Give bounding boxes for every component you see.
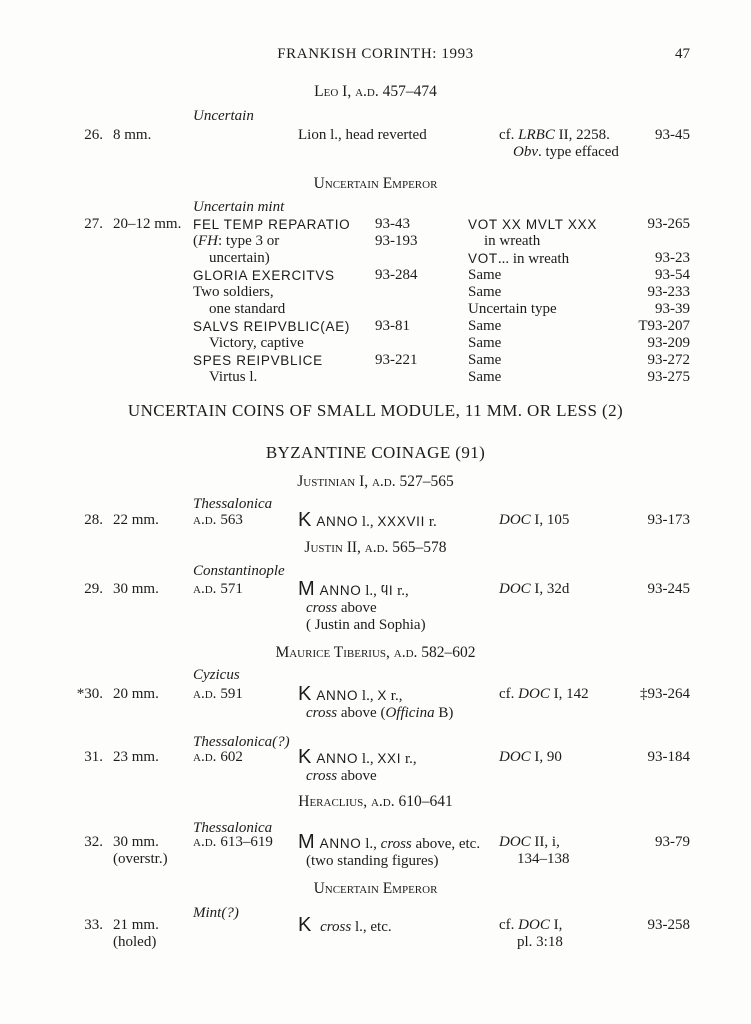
catalog-number: 93-209 xyxy=(647,335,690,351)
obverse-note: uncertain) xyxy=(209,250,270,266)
obverse-line: K ANNO l., XXI r., xyxy=(298,746,417,768)
entry-date: a.d. 591 xyxy=(193,686,243,702)
entry-number: 32. xyxy=(84,834,103,850)
mint-label: Uncertain xyxy=(193,108,254,124)
entry-size: 20 mm. xyxy=(113,686,159,702)
entry-number: 26. xyxy=(84,127,103,143)
entry-size-note: (holed) xyxy=(113,934,157,950)
entry-size-note: (overstr.) xyxy=(113,851,168,867)
obverse-description xyxy=(298,746,508,785)
ruler-heading-leo: Leo I, a.d. 457–474 xyxy=(314,83,437,100)
obverse-note: one standard xyxy=(209,301,286,317)
table-row xyxy=(193,233,690,250)
section-heading-uncertain-emperor: Uncertain Emperor xyxy=(313,880,438,897)
table-row xyxy=(193,284,690,301)
obverse-description: K ANNO l., XXXVII r. xyxy=(298,509,437,531)
ruler-heading-justinian: Justinian I, a.d. 527–565 xyxy=(297,473,454,490)
entry-28 xyxy=(0,509,751,536)
entry-26 xyxy=(0,127,751,167)
catalog-number: 93-45 xyxy=(655,127,690,143)
reference: cf. DOC I, 142 xyxy=(499,686,589,702)
catalog-number: 93-275 xyxy=(647,369,690,385)
table-row xyxy=(193,369,690,386)
mint-label: Uncertain mint xyxy=(193,199,285,215)
catalog-number: 93-258 xyxy=(647,917,690,933)
mint-label: Cyzicus xyxy=(193,667,240,683)
reference-line: cf. DOC I, xyxy=(499,917,563,933)
reverse-legend: VOT... in wreath xyxy=(468,251,570,267)
catalog-number: 93-39 xyxy=(655,301,690,317)
obverse-note: Two soldiers, xyxy=(193,284,274,300)
entry-31 xyxy=(0,746,751,789)
reverse-note: Uncertain type xyxy=(468,301,557,317)
reference: DOC I, 90 xyxy=(499,749,562,765)
entry-number: 29. xyxy=(84,581,103,597)
catalog-number: 93-221 xyxy=(375,352,418,368)
obverse-line: M ANNO l., ϥI r., xyxy=(298,578,409,600)
entry-date: a.d. 571 xyxy=(193,581,243,597)
table-row xyxy=(193,267,690,284)
entry-size: 22 mm. xyxy=(113,512,159,528)
catalog-number: 93-272 xyxy=(647,352,690,368)
entry-size: 23 mm. xyxy=(113,749,159,765)
entry-27 xyxy=(0,216,751,388)
catalog-number: 93-23 xyxy=(655,250,690,266)
obverse-line: cross above xyxy=(306,600,377,616)
running-head: FRANKISH CORINTH: 1993 xyxy=(277,46,474,62)
ruler-heading-heraclius: Heraclius, a.d. 610–641 xyxy=(298,793,453,810)
obverse-note: Victory, captive xyxy=(209,335,304,351)
obverse-note: (FH: type 3 or xyxy=(193,233,280,249)
reference: DOC I, 105 xyxy=(499,512,570,528)
catalog-number: 93-184 xyxy=(647,749,690,765)
entry-size-line: 30 mm. xyxy=(113,834,159,850)
entry-size: 8 mm. xyxy=(113,127,152,143)
entry-date: a.d. 563 xyxy=(193,512,243,528)
mint-label: Mint(?) xyxy=(193,905,239,921)
ruler-heading-justin: Justin II, a.d. 565–578 xyxy=(304,539,447,556)
table-row xyxy=(193,216,690,233)
reverse-note: Same xyxy=(468,352,502,368)
entry-size: 20–12 mm. xyxy=(113,216,182,232)
entry-32 xyxy=(0,831,751,874)
reference-line: DOC II, i, xyxy=(499,834,560,850)
obverse-line: ( Justin and Sophia) xyxy=(306,617,426,633)
section-heading-uncertain-emperor: Uncertain Emperor xyxy=(313,175,438,192)
catalog-number: 93-245 xyxy=(647,581,690,597)
entry-size xyxy=(113,917,203,951)
reverse-note: in wreath xyxy=(484,233,541,249)
reverse-note: Same xyxy=(468,318,502,334)
table-row xyxy=(193,301,690,318)
obverse-description: Lion l., head reverted xyxy=(298,127,427,143)
obverse-legend: FEL TEMP REPARATIO xyxy=(193,217,351,232)
section-heading-byzantine: BYZANTINE COINAGE (91) xyxy=(265,443,486,462)
catalog-number: 93-54 xyxy=(655,267,690,283)
obverse-note: Virtus l. xyxy=(209,369,258,385)
reverse-note: Same xyxy=(468,369,502,385)
entry-size: 30 mm. xyxy=(113,581,159,597)
reverse-legend: VOT XX MVLT XXX xyxy=(468,217,598,232)
catalog-number: ‡93-264 xyxy=(640,686,690,702)
catalog-number: 93-233 xyxy=(647,284,690,300)
entry-29 xyxy=(0,578,751,637)
table-row xyxy=(193,352,690,369)
entry-date: a.d. 602 xyxy=(193,749,243,765)
entry-number: 31. xyxy=(84,749,103,765)
entry-number: 27. xyxy=(84,216,103,232)
obverse-line: cross above (Officina B) xyxy=(306,705,454,721)
obverse-legend: SALVS REIPVBLIC(AE) xyxy=(193,319,351,334)
mint-label: Thessalonica xyxy=(193,496,273,512)
catalog-number: 93-81 xyxy=(375,318,410,334)
obverse-description: K cross l., etc. xyxy=(298,914,392,936)
obverse-description xyxy=(298,578,508,634)
reference-line: pl. 3:18 xyxy=(517,934,563,950)
entry-33 xyxy=(0,914,751,959)
entry-number: 33. xyxy=(84,917,103,933)
reverse-note: Same xyxy=(468,267,502,283)
reference: DOC I, 32d xyxy=(499,581,570,597)
catalog-number: 93-265 xyxy=(647,216,690,232)
table-row xyxy=(193,335,690,352)
catalog-number: 93-193 xyxy=(375,233,418,249)
table-row xyxy=(193,250,690,267)
obverse-line: cross above xyxy=(306,768,377,784)
entry-size xyxy=(113,834,203,868)
mint-label: Thessalonica(?) xyxy=(193,734,290,750)
page-number: 47 xyxy=(675,46,690,62)
obverse-legend: GLORIA EXERCITVS xyxy=(193,268,335,283)
obverse-line: (two standing figures) xyxy=(306,853,439,869)
entry-date: a.d. 613–619 xyxy=(193,834,273,850)
ruler-heading-maurice: Maurice Tiberius, a.d. 582–602 xyxy=(275,644,476,661)
reference-line: cf. LRBC II, 2258. xyxy=(499,127,610,143)
obverse-line: K ANNO l., X r., xyxy=(298,683,403,705)
table-row xyxy=(193,318,690,335)
obverse-description xyxy=(298,831,508,870)
catalog-number: 93-43 xyxy=(375,216,410,232)
obverse-legend: SPES REIPVBLICE xyxy=(193,353,323,368)
catalog-number: 93-284 xyxy=(375,267,418,283)
entry-number: 28. xyxy=(84,512,103,528)
entry-size-line: 21 mm. xyxy=(113,917,159,933)
reference-line: 134–138 xyxy=(517,851,570,867)
section-heading-small-module: UNCERTAIN COINS OF SMALL MODULE, 11 MM. OR LESS (2) xyxy=(127,401,624,420)
catalog-number: 93-173 xyxy=(647,512,690,528)
mint-label: Thessalonica xyxy=(193,820,273,836)
reference-line: Obv. type effaced xyxy=(513,144,619,160)
entry-30 xyxy=(0,683,751,726)
catalog-number: 93-79 xyxy=(655,834,690,850)
obverse-description xyxy=(298,683,508,722)
catalog-number: T93-207 xyxy=(638,318,690,334)
reverse-note: Same xyxy=(468,335,502,351)
reverse-note: Same xyxy=(468,284,502,300)
mint-label: Constantinople xyxy=(193,563,285,579)
entry-number: *30. xyxy=(76,686,103,702)
obverse-line: M ANNO l., cross above, etc. xyxy=(298,831,481,853)
